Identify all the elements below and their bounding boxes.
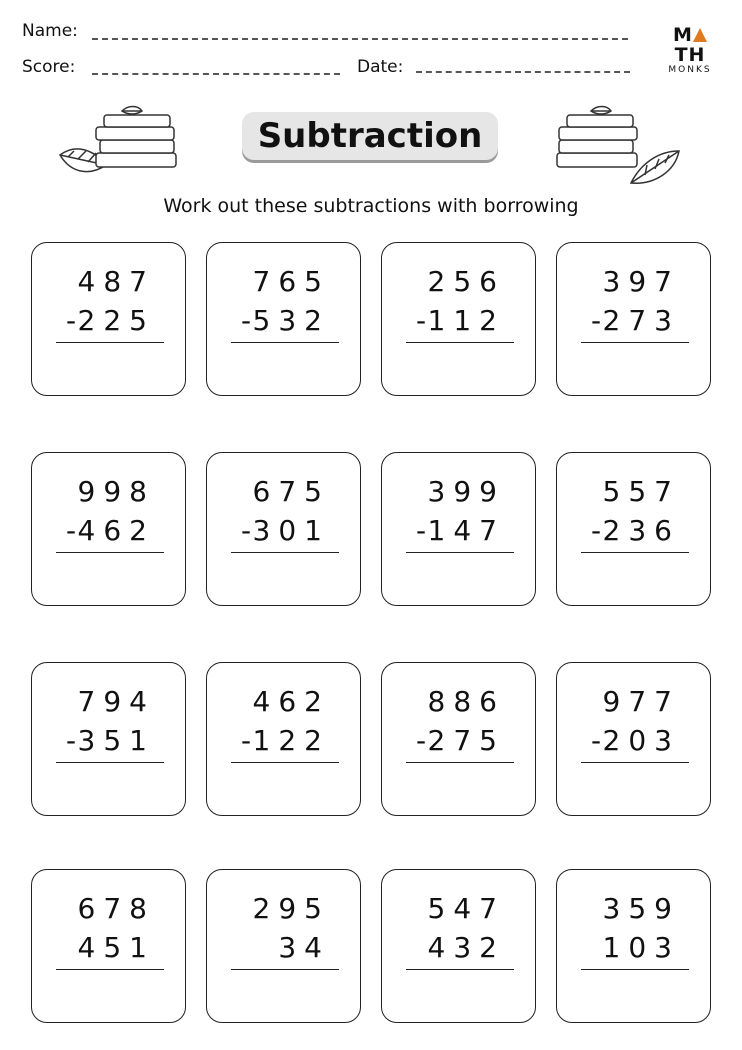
books-left-icon: [56, 105, 186, 187]
minuend: 462: [252, 685, 330, 718]
minus-sign: -: [241, 514, 252, 547]
logo-text-m: M: [673, 24, 693, 46]
problem-card[interactable]: [206, 452, 361, 606]
answer-line: [581, 762, 689, 763]
minuend: 256: [427, 265, 505, 298]
worksheet-title-box: [242, 112, 498, 160]
logo-text-th: TH: [674, 44, 706, 66]
minuend: 977: [602, 685, 680, 718]
subtrahend: 147: [427, 514, 505, 547]
subtrahend: 462: [77, 514, 155, 547]
answer-line: [56, 969, 164, 970]
answer-line: [231, 342, 339, 343]
subtrahend: 351: [77, 724, 155, 757]
subtrahend: 301: [252, 514, 330, 547]
minuend: 557: [602, 475, 680, 508]
problem-card[interactable]: [31, 242, 186, 396]
answer-line: [581, 342, 689, 343]
minuend: 675: [252, 475, 330, 508]
answer-line: [56, 342, 164, 343]
minus-sign: -: [241, 724, 252, 757]
problem-card[interactable]: [556, 452, 711, 606]
answer-line: [581, 969, 689, 970]
minuend: 794: [77, 685, 155, 718]
subtrahend: 122: [252, 724, 330, 757]
problem-card[interactable]: [556, 662, 711, 816]
score-label: Score:: [22, 57, 76, 77]
minuend: 886: [427, 685, 505, 718]
minus-sign: -: [591, 514, 602, 547]
subtrahend: 532: [252, 304, 330, 337]
answer-line: [406, 762, 514, 763]
subtrahend: 103: [602, 931, 680, 964]
minuend: 678: [77, 892, 155, 925]
problem-card[interactable]: [381, 662, 536, 816]
problem-card[interactable]: [31, 869, 186, 1023]
minuend: 547: [427, 892, 505, 925]
minuend: 765: [252, 265, 330, 298]
name-label: Name:: [22, 21, 78, 41]
minuend: 487: [77, 265, 155, 298]
minus-sign: -: [241, 304, 252, 337]
subtrahend: 203: [602, 724, 680, 757]
problem-card[interactable]: [556, 869, 711, 1023]
books-right-icon: [555, 105, 685, 187]
answer-line: [406, 342, 514, 343]
answer-line: [581, 552, 689, 553]
logo-triangle-icon: [693, 28, 707, 42]
worksheet-title: Subtraction: [257, 116, 483, 156]
problem-card[interactable]: [206, 242, 361, 396]
problem-card[interactable]: [381, 869, 536, 1023]
problem-card[interactable]: [31, 452, 186, 606]
minus-sign: -: [66, 724, 77, 757]
answer-line: [231, 552, 339, 553]
subtrahend: 112: [427, 304, 505, 337]
minus-sign: -: [591, 724, 602, 757]
answer-line: [56, 762, 164, 763]
minuend: 359: [602, 892, 680, 925]
math-monks-logo: [658, 25, 722, 76]
minuend: 295: [252, 892, 330, 925]
subtrahend: 34: [278, 931, 330, 964]
problem-card[interactable]: [206, 869, 361, 1023]
minus-sign: -: [66, 514, 77, 547]
answer-line: [406, 552, 514, 553]
problem-card[interactable]: [381, 242, 536, 396]
minuend: 998: [77, 475, 155, 508]
name-field[interactable]: [92, 38, 628, 40]
date-field[interactable]: [416, 71, 630, 73]
problem-card[interactable]: [31, 662, 186, 816]
answer-line: [231, 969, 339, 970]
date-label: Date:: [357, 57, 404, 77]
minuend: 399: [427, 475, 505, 508]
subtrahend: 236: [602, 514, 680, 547]
score-field[interactable]: [92, 73, 340, 75]
minus-sign: -: [591, 304, 602, 337]
subtrahend: 451: [77, 931, 155, 964]
subtrahend: 275: [427, 724, 505, 757]
instructions-text: Work out these subtractions with borrowing: [163, 195, 579, 217]
logo-subtext: MONKS: [668, 65, 712, 75]
subtrahend: 225: [77, 304, 155, 337]
problem-card[interactable]: [381, 452, 536, 606]
minus-sign: -: [416, 724, 427, 757]
answer-line: [406, 969, 514, 970]
problem-card[interactable]: [556, 242, 711, 396]
answer-line: [231, 762, 339, 763]
minus-sign: -: [416, 304, 427, 337]
minuend: 397: [602, 265, 680, 298]
subtrahend: 432: [427, 931, 505, 964]
minus-sign: -: [66, 304, 77, 337]
minus-sign: -: [416, 514, 427, 547]
answer-line: [56, 552, 164, 553]
problem-card[interactable]: [206, 662, 361, 816]
subtrahend: 273: [602, 304, 680, 337]
